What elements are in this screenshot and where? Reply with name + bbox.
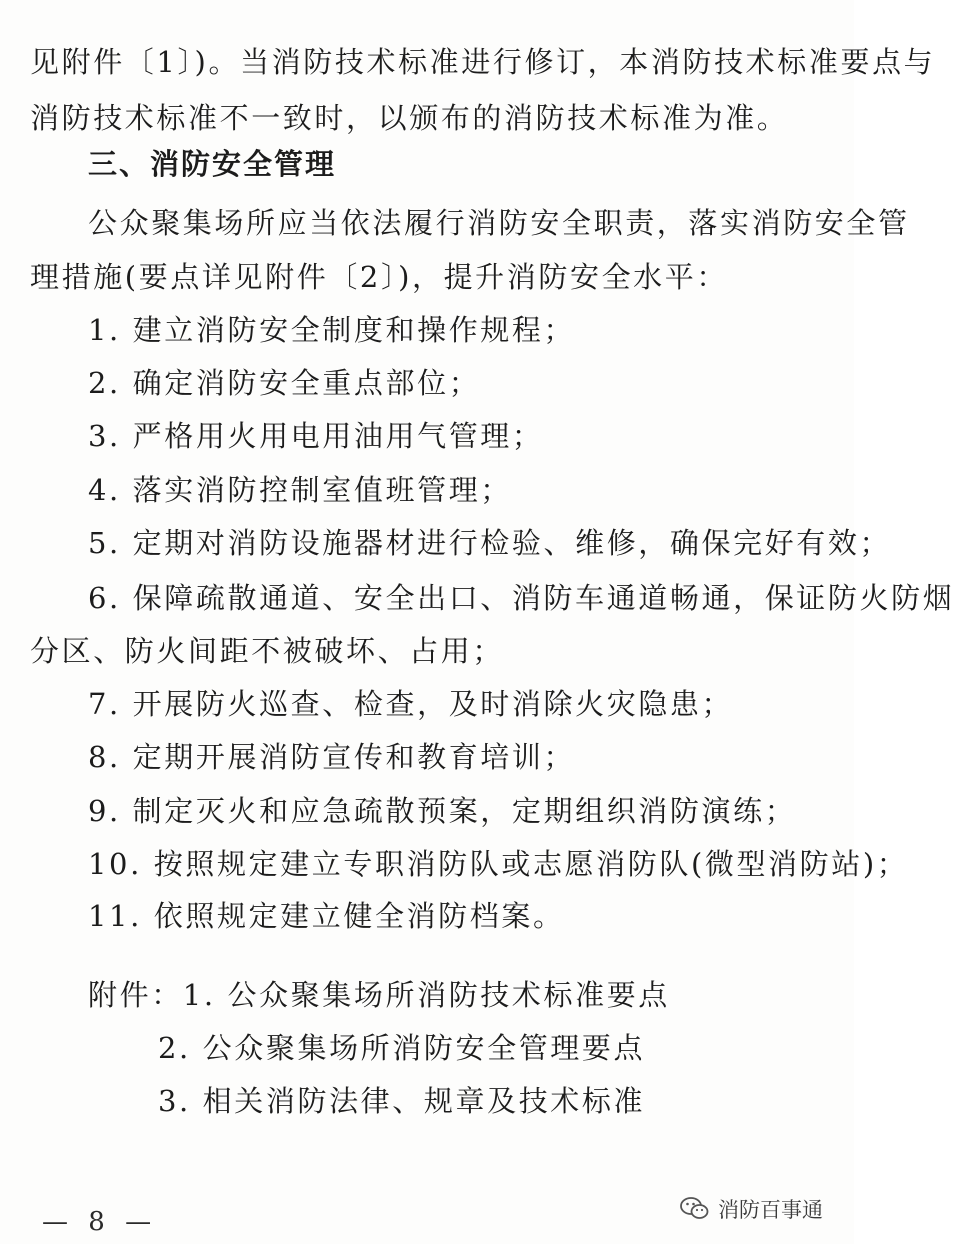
wechat-icon bbox=[680, 1196, 710, 1222]
watermark bbox=[680, 1192, 823, 1226]
list-item: 4. 落实消防控制室值班管理； bbox=[88, 473, 512, 507]
watermark-text: 消防百事通 bbox=[718, 1198, 823, 1222]
list-item: 2. 确定消防安全重点部位； bbox=[88, 366, 481, 400]
paragraph-line: 公众聚集场所应当依法履行消防安全职责，落实消防安全管 bbox=[88, 206, 910, 240]
section-heading: 三、消防安全管理 bbox=[88, 147, 337, 181]
list-item: 7. 开展防火巡查、检查，及时消除火灾隐患； bbox=[88, 687, 734, 721]
page-number: — 8 — bbox=[42, 1207, 158, 1237]
paragraph-line: 见附件〔1〕)。当消防技术标准进行修订，本消防技术标准要点与 bbox=[30, 45, 936, 79]
attachment-line: 3. 相关消防法律、规章及技术标准 bbox=[158, 1084, 646, 1118]
attachment-line: 附件：1. 公众聚集场所消防技术标准要点 bbox=[88, 978, 670, 1012]
list-item-continued: 分区、防火间距不被破坏、占用； bbox=[30, 634, 505, 668]
list-item: 5. 定期对消防设施器材进行检验、维修，确保完好有效； bbox=[88, 526, 892, 560]
list-item: 10. 按照规定建立专职消防队或志愿消防队(微型消防站)； bbox=[88, 847, 909, 881]
attachment-line: 2. 公众聚集场所消防安全管理要点 bbox=[158, 1031, 646, 1065]
list-item: 1. 建立消防安全制度和操作规程； bbox=[88, 313, 576, 347]
list-item: 9. 制定灭火和应急疏散预案，定期组织消防演练； bbox=[88, 794, 797, 828]
paragraph-line: 理措施(要点详见附件〔2〕)，提升消防安全水平： bbox=[30, 260, 728, 294]
list-item: 8. 定期开展消防宣传和教育培训； bbox=[88, 740, 576, 774]
list-item: 6. 保障疏散通道、安全出口、消防车通道畅通，保证防火防烟 bbox=[88, 581, 954, 615]
list-item: 3. 严格用火用电用油用气管理； bbox=[88, 419, 544, 453]
list-item: 11. 依照规定建立健全消防档案。 bbox=[88, 899, 565, 933]
paragraph-line: 消防技术标准不一致时，以颁布的消防技术标准为准。 bbox=[30, 101, 789, 135]
